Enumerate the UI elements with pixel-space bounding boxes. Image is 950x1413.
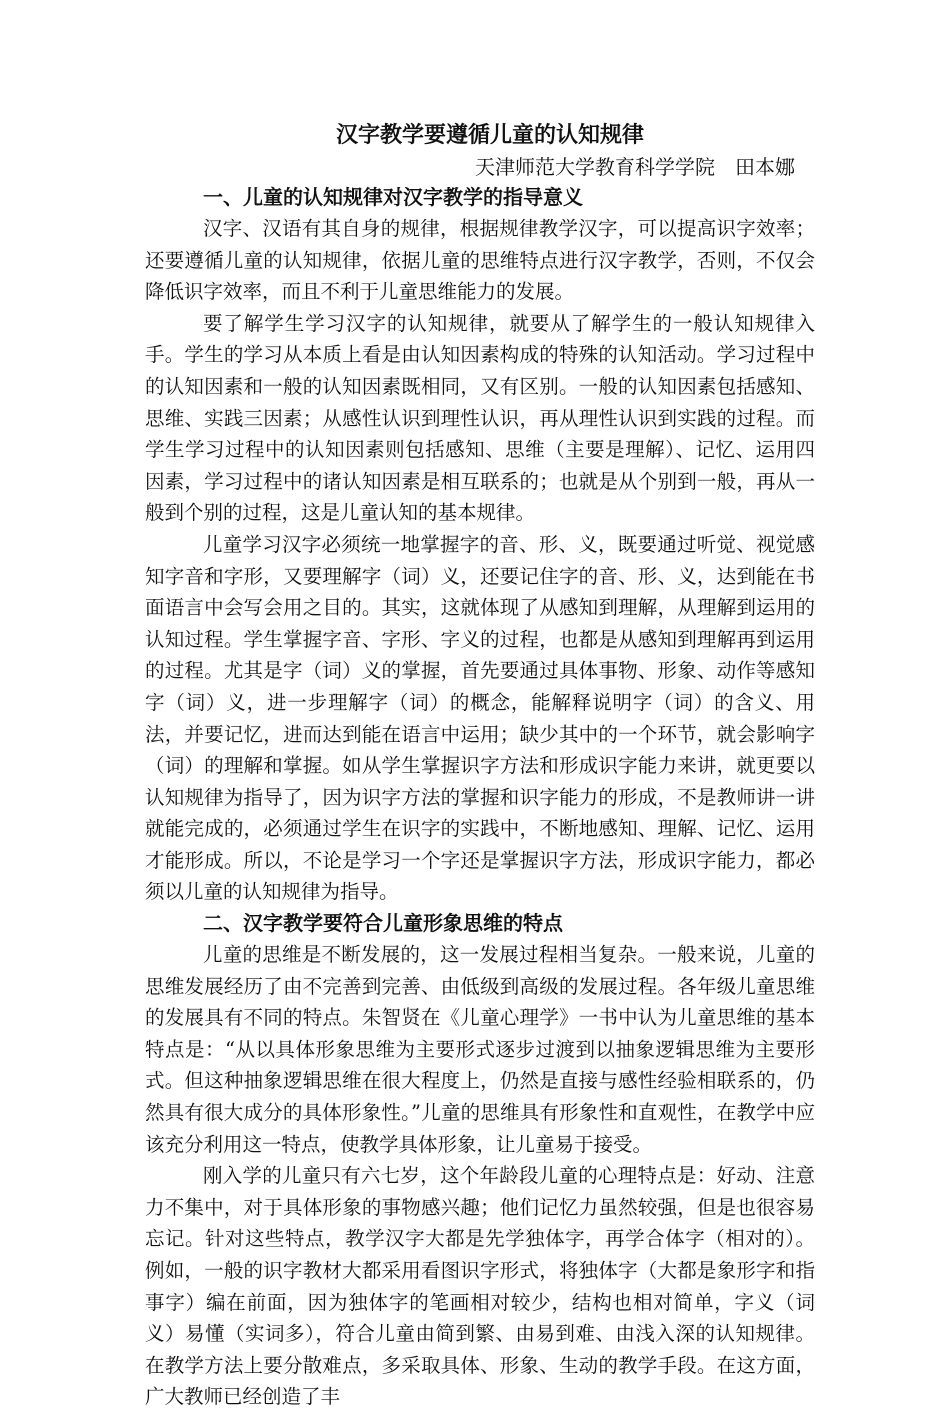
paragraph: 刚入学的儿童只有六七岁，这个年龄段儿童的心理特点是：好动、注意力不集中，对于具体形象的事物感兴趣；他们记忆力虽然较强，但是也很容易忘记。针对这些特点，教学汉字大都是先学独体字，再学合体字（相对的）。例如，一般的识字教材大都采用看图识字形式，将独体字（大都是象形字和指事字）编在前面，因为独体字的笔画相对较少，结构也相对简单，字义（词义）易懂（实词多），符合儿童由简到繁、由易到难、由浅入深的认知规律。在教学方法上要分散难点，多采取具体、形象、生动的教学手段。在这方面，广大教师已经创造了丰 <box>145 1164 815 1409</box>
document-title: 汉字教学要遵循儿童的认知规律 <box>335 122 644 148</box>
paragraph: 汉字、汉语有其自身的规律，根据规律教学汉字，可以提高识字效率；还要遵循儿童的认知规律，依据儿童的思维特点进行汉字教学，否则，不仅会降低识字效率，而且不利于儿童思维能力的发展。 <box>145 217 815 304</box>
section-heading-1: 一、儿童的认知规律对汉字教学的指导意义 <box>203 185 583 209</box>
author-byline: 天津师范大学教育科学学院 田本娜 <box>475 155 795 179</box>
section-heading-2: 二、汉字教学要符合儿童形象思维的特点 <box>203 911 563 936</box>
paragraph: 儿童学习汉字必须统一地掌握字的音、形、义，既要通过听觉、视觉感知字音和字形，又要理解字（词）义，还要记住字的音、形、义，达到能在书面语言中会写会用之目的。其实，这就体现了从感知到理解，从理解到运用的认知过程。学生掌握字音、字形、字义的过程，也都是从感知到理解再到运用的过程。尤其是字（词）义的掌握，首先要通过具体事物、形象、动作等感知字（词）义，进一步理解字（词）的概念，能解释说明字（词）的含义、用法，并要记忆，进而达到能在语言中运用；缺少其中的一个环节，就会影响字（词）的理解和掌握。如从学生掌握识字方法和形成识字能力来讲，就更要以认知规律为指导了，因为识字方法的掌握和识字能力的形成，不是教师讲一讲就能完成的，必须通过学生在识字的实践中，不断地感知、理解、记忆、运用才能形成。所以，不论是学习一个字还是掌握识字方法，形成识字能力，都必须以儿童的认知规律为指导。 <box>145 532 815 904</box>
paragraph: 儿童的思维是不断发展的，这一发展过程相当复杂。一般来说，儿童的思维发展经历了由不完善到完善、由低级到高级的发展过程。各年级儿童思维的发展具有不同的特点。朱智贤在《儿童心理学》一书中认为儿童思维的基本特点是：“从以具体形象思维为主要形式逐步过渡到以抽象逻辑思维为主要形式。但这种抽象逻辑思维在很大程度上，仍然是直接与感性经验相联系的，仍然具有很大成分的具体形象性。”儿童的思维具有形象性和直观性，在教学中应该充分利用这一特点，使教学具体形象，让儿童易于接受。 <box>145 943 815 1156</box>
document-body <box>145 118 815 1413</box>
paragraph: 要了解学生学习汉字的认知规律，就要从了解学生的一般认知规律入手。学生的学习从本质上看是由认知因素构成的特殊的认知活动。学习过程中的认知因素和一般的认知因素既相同，又有区别。一般的认知因素包括感知、思维、实践三因素；从感性认识到理性认识，再从理性认识到实践的过程。而学生学习过程中的认知因素则包括感知、思维（主要是理解）、记忆、运用四因素，学习过程中的诸认知因素是相互联系的；也就是从个别到一般，再从一般到个别的过程，这是儿童认知的基本规律。 <box>145 311 815 525</box>
